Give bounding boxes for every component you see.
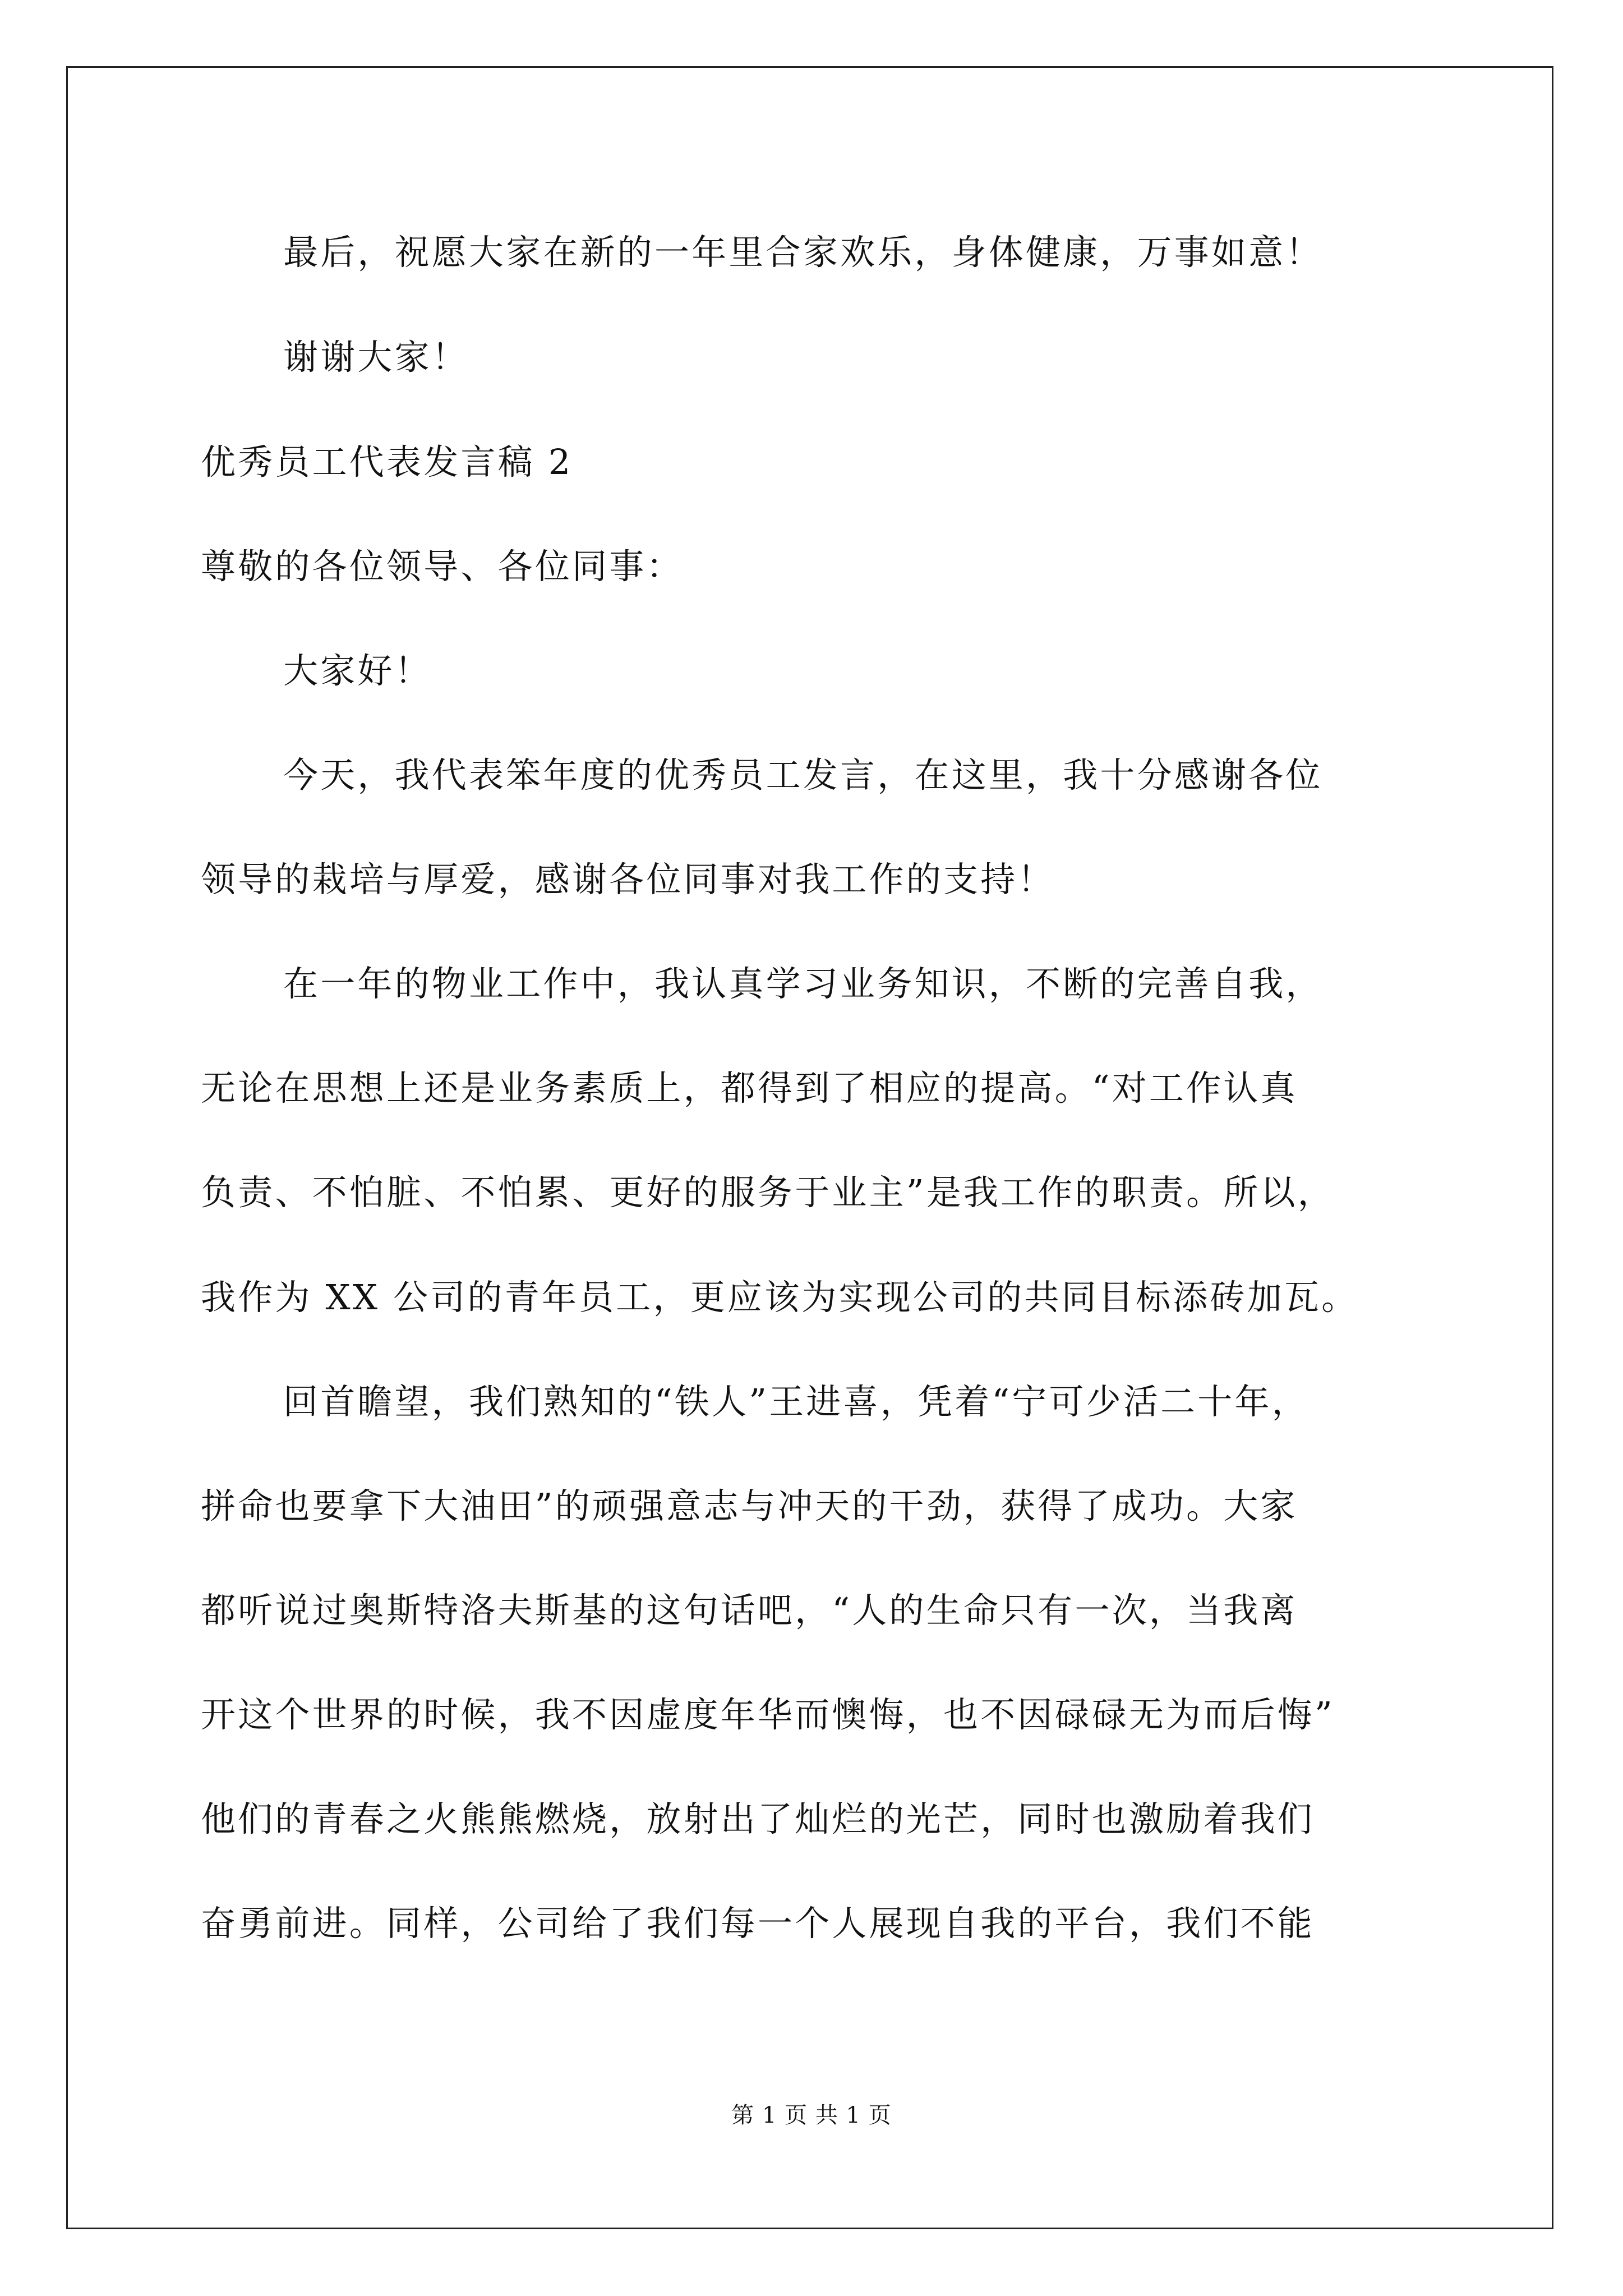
paragraph-line: 无论在思想上还是业务素质上，都得到了相应的提高。“对工作认真 bbox=[201, 1068, 1298, 1108]
paragraph-line: 奋勇前进。同样，公司给了我们每一个人展现自我的平台，我们不能 bbox=[201, 1903, 1315, 1944]
paragraph-line: 开这个世界的时候，我不因虚度年华而懊悔，也不因碌碌无为而后悔” bbox=[201, 1694, 1335, 1735]
paragraph-line: 今天，我代表笨年度的优秀员工发言，在这里，我十分感谢各位 bbox=[283, 754, 1323, 795]
salutation: 尊敬的各位领导、各位同事： bbox=[201, 546, 684, 587]
page-number-footer: 第 1 页 共 1 页 bbox=[731, 2102, 892, 2128]
paragraph-line: 在一年的物业工作中，我认真学习业务知识，不断的完善自我， bbox=[283, 963, 1323, 1004]
paragraph-line: 负责、不怕脏、不怕累、更好的服务于业主”是我工作的职责。所以， bbox=[201, 1172, 1335, 1213]
paragraph-thanks: 谢谢大家！ bbox=[283, 337, 469, 378]
paragraph-line: 我作为 XX 公司的青年员工，更应该为实现公司的共同目标添砖加瓦。 bbox=[201, 1277, 1359, 1318]
paragraph-line: 回首瞻望，我们熟知的“铁人”王进喜，凭着“宁可少活二十年， bbox=[283, 1381, 1309, 1422]
document-title: 优秀员工代表发言稿 2 bbox=[201, 441, 573, 482]
greeting: 大家好！ bbox=[283, 650, 432, 691]
paragraph-line: 拼命也要拿下大油田”的顽强意志与冲天的干劲，获得了成功。大家 bbox=[201, 1485, 1298, 1526]
paragraph-line: 领导的栽培与厚爱，感谢各位同事对我工作的支持！ bbox=[201, 859, 1055, 900]
paragraph-line: 都听说过奥斯特洛夫斯基的这句话吧，“人的生命只有一次，当我离 bbox=[201, 1590, 1298, 1631]
paragraph-line: 他们的青春之火熊熊燃烧，放射出了灿烂的光芒，同时也激励着我们 bbox=[201, 1798, 1315, 1839]
paragraph-closing-wishes: 最后，祝愿大家在新的一年里合家欢乐，身体健康，万事如意！ bbox=[283, 232, 1323, 273]
